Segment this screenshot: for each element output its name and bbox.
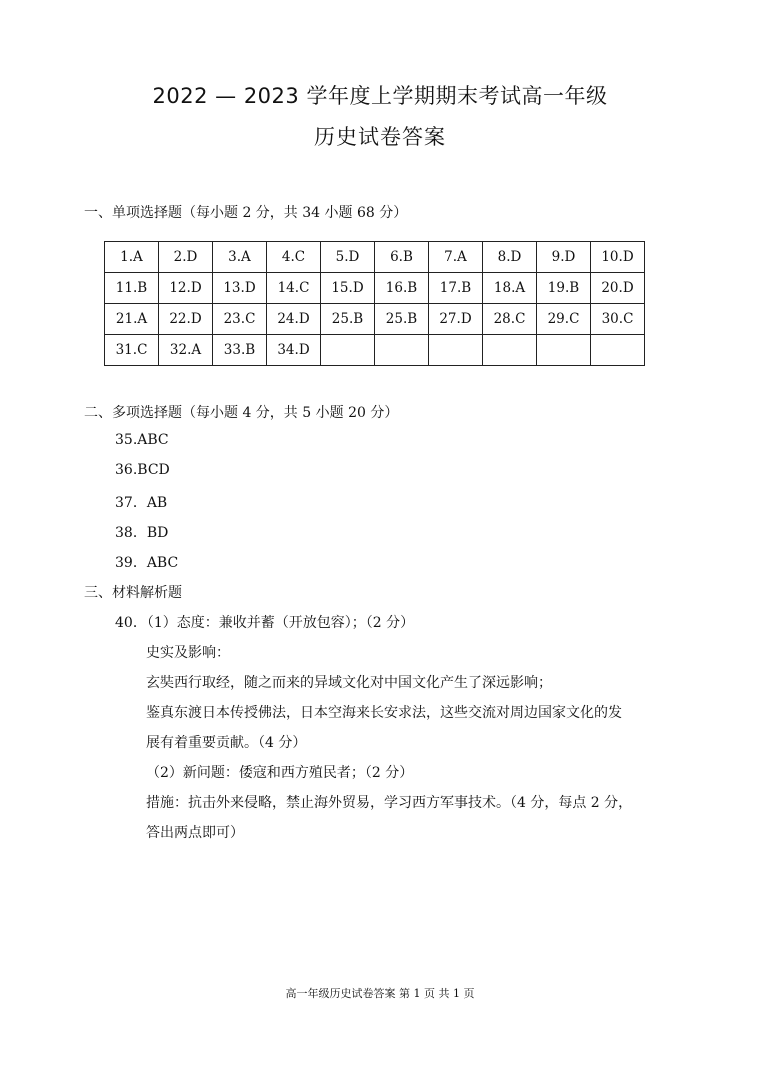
- answer-cell: 6.B: [375, 242, 429, 273]
- answer-cell: 32.A: [159, 335, 213, 366]
- q40-measures-cont: 答出两点即可）: [146, 825, 244, 841]
- answer-cell: [483, 335, 537, 366]
- document-title: 2022 — 2023 学年度上学期期末考试高一年级: [152, 84, 608, 108]
- answer-cell: 33.B: [213, 335, 267, 366]
- q40-fact-jianzhen-cont: 展有着重要贡献。（4 分）: [146, 735, 307, 751]
- answer-cell: 19.B: [537, 273, 591, 304]
- answer-cell: 28.C: [483, 304, 537, 335]
- q40-measures: 措施：抗击外来侵略，禁止海外贸易，学习西方军事技术。（4 分，每点 2 分，: [146, 795, 633, 811]
- q40-fact-jianzhen: 鉴真东渡日本传授佛法，日本空海来长安求法，这些交流对周边国家文化的发: [146, 705, 622, 721]
- answer-cell: [429, 335, 483, 366]
- answer-cell: 14.C: [267, 273, 321, 304]
- answer-cell: 13.D: [213, 273, 267, 304]
- answer-cell: 17.B: [429, 273, 483, 304]
- answer-cell: 11.B: [105, 273, 159, 304]
- answer-cell: 1.A: [105, 242, 159, 273]
- answer-39: 39．ABC: [115, 555, 179, 571]
- answer-cell: 9.D: [537, 242, 591, 273]
- section2-heading: 二、多项选择题（每小题 4 分，共 5 小题 20 分）: [84, 405, 399, 421]
- answer-cell: 10.D: [591, 242, 645, 273]
- answer-37: 37．AB: [115, 495, 168, 511]
- answer-row: [105, 242, 645, 273]
- answer-36: 36.BCD: [115, 462, 170, 478]
- answer-cell: 3.A: [213, 242, 267, 273]
- answer-cell: 16.B: [375, 273, 429, 304]
- answer-row: [105, 335, 645, 366]
- answer-cell: 4.C: [267, 242, 321, 273]
- answer-cell: [321, 335, 375, 366]
- answer-cell: 21.A: [105, 304, 159, 335]
- q40-attitude: 40．（1）态度：兼收并蓄（开放包容）；（2 分）: [115, 615, 415, 631]
- answer-cell: 31.C: [105, 335, 159, 366]
- answer-cell: 7.A: [429, 242, 483, 273]
- q40-new-problem: （2）新问题：倭寇和西方殖民者；（2 分）: [146, 765, 414, 781]
- answer-cell: 34.D: [267, 335, 321, 366]
- document-subtitle: 历史试卷答案: [314, 125, 446, 149]
- q40-fact-xuanzang: 玄奘西行取经，随之而来的异域文化对中国文化产生了深远影响；: [146, 675, 552, 691]
- answer-cell: 27.D: [429, 304, 483, 335]
- answer-cell: 15.D: [321, 273, 375, 304]
- answer-cell: 5.D: [321, 242, 375, 273]
- answer-cell: [537, 335, 591, 366]
- page-footer: 高一年级历史试卷答案 第 1 页 共 1 页: [285, 987, 475, 1000]
- answer-cell: 30.C: [591, 304, 645, 335]
- section1-heading: 一、单项选择题（每小题 2 分，共 34 小题 68 分）: [84, 205, 408, 221]
- answer-cell: 25.B: [321, 304, 375, 335]
- answer-table: [104, 241, 645, 366]
- answer-cell: 29.C: [537, 304, 591, 335]
- answer-cell: 8.D: [483, 242, 537, 273]
- answer-cell: [375, 335, 429, 366]
- answer-cell: 23.C: [213, 304, 267, 335]
- answer-cell: [591, 335, 645, 366]
- answer-cell: 20.D: [591, 273, 645, 304]
- answer-row: [105, 304, 645, 335]
- answer-row: [105, 273, 645, 304]
- section3-heading: 三、材料解析题: [84, 585, 182, 601]
- answer-35: 35.ABC: [115, 432, 169, 448]
- answer-cell: 2.D: [159, 242, 213, 273]
- answer-38: 38．BD: [115, 525, 169, 541]
- answer-cell: 12.D: [159, 273, 213, 304]
- q40-facts-label: 史实及影响：: [146, 645, 230, 661]
- answer-cell: 18.A: [483, 273, 537, 304]
- answer-cell: 22.D: [159, 304, 213, 335]
- answer-cell: 24.D: [267, 304, 321, 335]
- answer-cell: 25.B: [375, 304, 429, 335]
